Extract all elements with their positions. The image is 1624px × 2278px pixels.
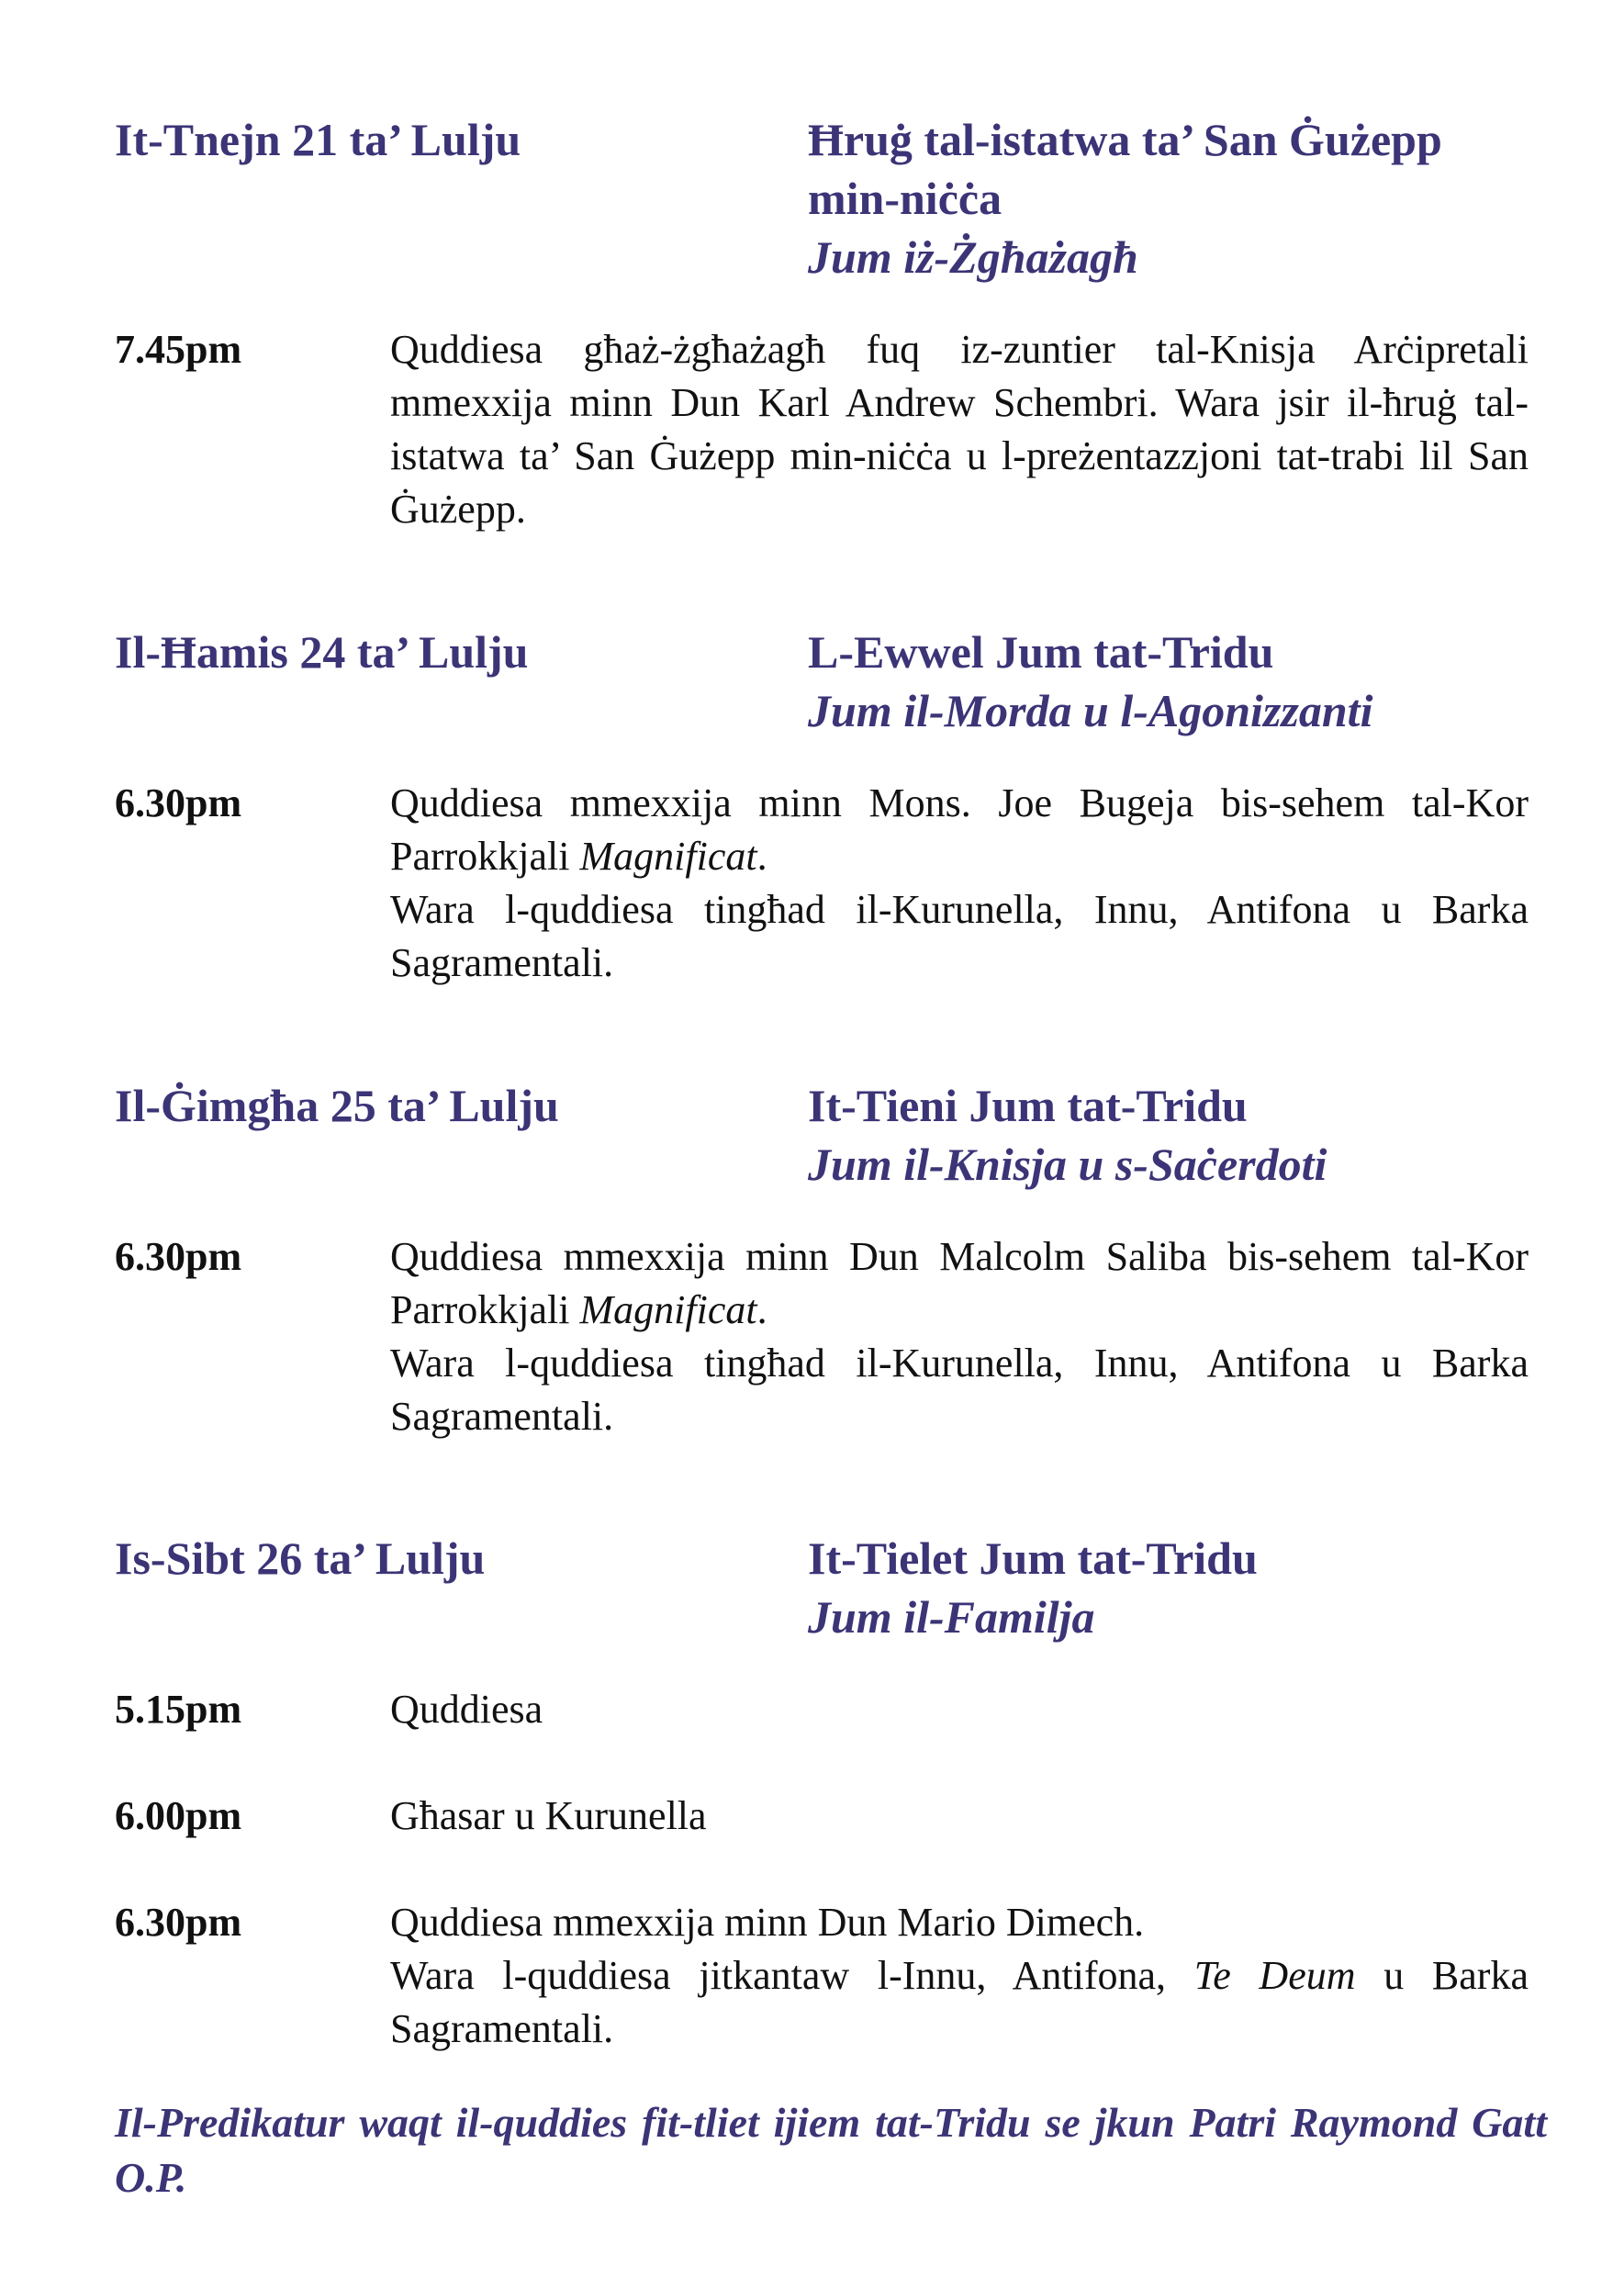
schedule-entry [115, 1683, 1529, 1736]
feast-title: Ħruġ tal-istatwa ta’ San Ġużepp min-niċċa [808, 114, 1442, 224]
entry-text-part: Quddiesa mmexxija minn Mons. Joe Bugeja bis-sehem tal-Kor Parrokkjali [390, 780, 1529, 879]
section-header [115, 623, 1529, 740]
feast-subtitle: Jum il-Knisja u s-Saċerdoti [808, 1139, 1327, 1190]
entry-text-second: Wara l-quddiesa tingħad il-Kurunella, Innu, Antifona u Barka Sagramentali. [390, 1341, 1529, 1439]
entry-text-second [390, 1949, 1529, 2056]
section-saturday [115, 1529, 1529, 2056]
hymn-name: Te Deum [1193, 1953, 1356, 1998]
feast-title: It-Tieni Jum tat-Tridu [808, 1080, 1248, 1131]
schedule-entry [115, 1790, 1529, 1843]
feast-heading [808, 623, 1529, 740]
schedule-entry [115, 323, 1529, 536]
section-header [115, 110, 1529, 286]
day-heading: Il-Ħamis 24 ta’ Lulju [115, 626, 529, 678]
entry-description [390, 1790, 1529, 1843]
entry-text-part: . [756, 1287, 767, 1332]
entry-time: 7.45pm [115, 327, 242, 372]
section-friday [115, 1076, 1529, 1443]
feast-heading [808, 110, 1529, 286]
schedule-entry [115, 1896, 1529, 2056]
choir-name: Magnificat [579, 1287, 757, 1332]
entry-description [390, 1896, 1529, 2056]
closing-note: Il-Predikatur waqt il-quddies fit-tliet ijiem tat-Tridu se jkun Patri Raymond Gatt O.P. [115, 2099, 1547, 2201]
entry-description [390, 323, 1529, 536]
entry-text-part: u Barka Sagramentali. [390, 1953, 1529, 2051]
feast-subtitle: Jum il-Morda u l-Agonizzanti [808, 685, 1373, 736]
section-header [115, 1529, 1529, 1646]
entry-description [390, 777, 1529, 990]
entry-text-part: . [756, 834, 767, 879]
entry-text: Quddiesa [390, 1687, 543, 1732]
entry-text-part: Quddiesa mmexxija minn Dun Malcolm Saliba bis-sehem tal-Kor Parrokkjali [390, 1234, 1529, 1332]
entry-time: 6.00pm [115, 1793, 242, 1838]
feast-subtitle: Jum il-Familja [808, 1591, 1095, 1643]
section-header [115, 1076, 1529, 1194]
feast-title: It-Tielet Jum tat-Tridu [808, 1532, 1258, 1584]
entry-text-part: Wara l-quddiesa jitkantaw l-Innu, Antifona, [390, 1953, 1194, 1998]
entry-text [390, 777, 1529, 883]
day-heading: Is-Sibt 26 ta’ Lulju [115, 1532, 486, 1584]
entry-text-second: Wara l-quddiesa tingħad il-Kurunella, Innu, Antifona u Barka Sagramentali. [390, 887, 1529, 985]
section-thursday [115, 623, 1529, 990]
entry-text: Quddiesa mmexxija minn Dun Mario Dimech. [390, 1900, 1145, 1945]
day-heading: It-Tnejn 21 ta’ Lulju [115, 114, 521, 165]
entry-text [390, 1230, 1529, 1337]
entry-description [390, 1230, 1529, 1443]
feast-title: L-Ewwel Jum tat-Tridu [808, 626, 1274, 678]
section-monday [115, 110, 1529, 536]
entry-time: 6.30pm [115, 1900, 242, 1945]
feast-heading [808, 1529, 1529, 1646]
choir-name: Magnificat [579, 834, 757, 879]
feast-subtitle: Jum iż-Żgħażagħ [808, 231, 1138, 283]
entry-time: 6.30pm [115, 1234, 242, 1279]
day-heading: Il-Ġimgħa 25 ta’ Lulju [115, 1080, 559, 1131]
entry-text: Quddiesa għaż-żgħażagħ fuq iz-zuntier tal-Knisja Arċipretali mmexxija minn Dun Karl Andrew Schembri. Wara jsir il-ħruġ tal-istatwa ta’ San Ġużepp min-niċċa u l-preżentazzjoni tat-trabi lil San Ġużepp. [390, 327, 1529, 532]
entry-time: 5.15pm [115, 1687, 242, 1732]
feast-heading [808, 1076, 1529, 1194]
schedule-entry [115, 1230, 1529, 1443]
entry-description [390, 1683, 1529, 1736]
entry-time: 6.30pm [115, 780, 242, 825]
schedule-entry [115, 777, 1529, 990]
entry-text: Għasar u Kurunella [390, 1793, 707, 1838]
